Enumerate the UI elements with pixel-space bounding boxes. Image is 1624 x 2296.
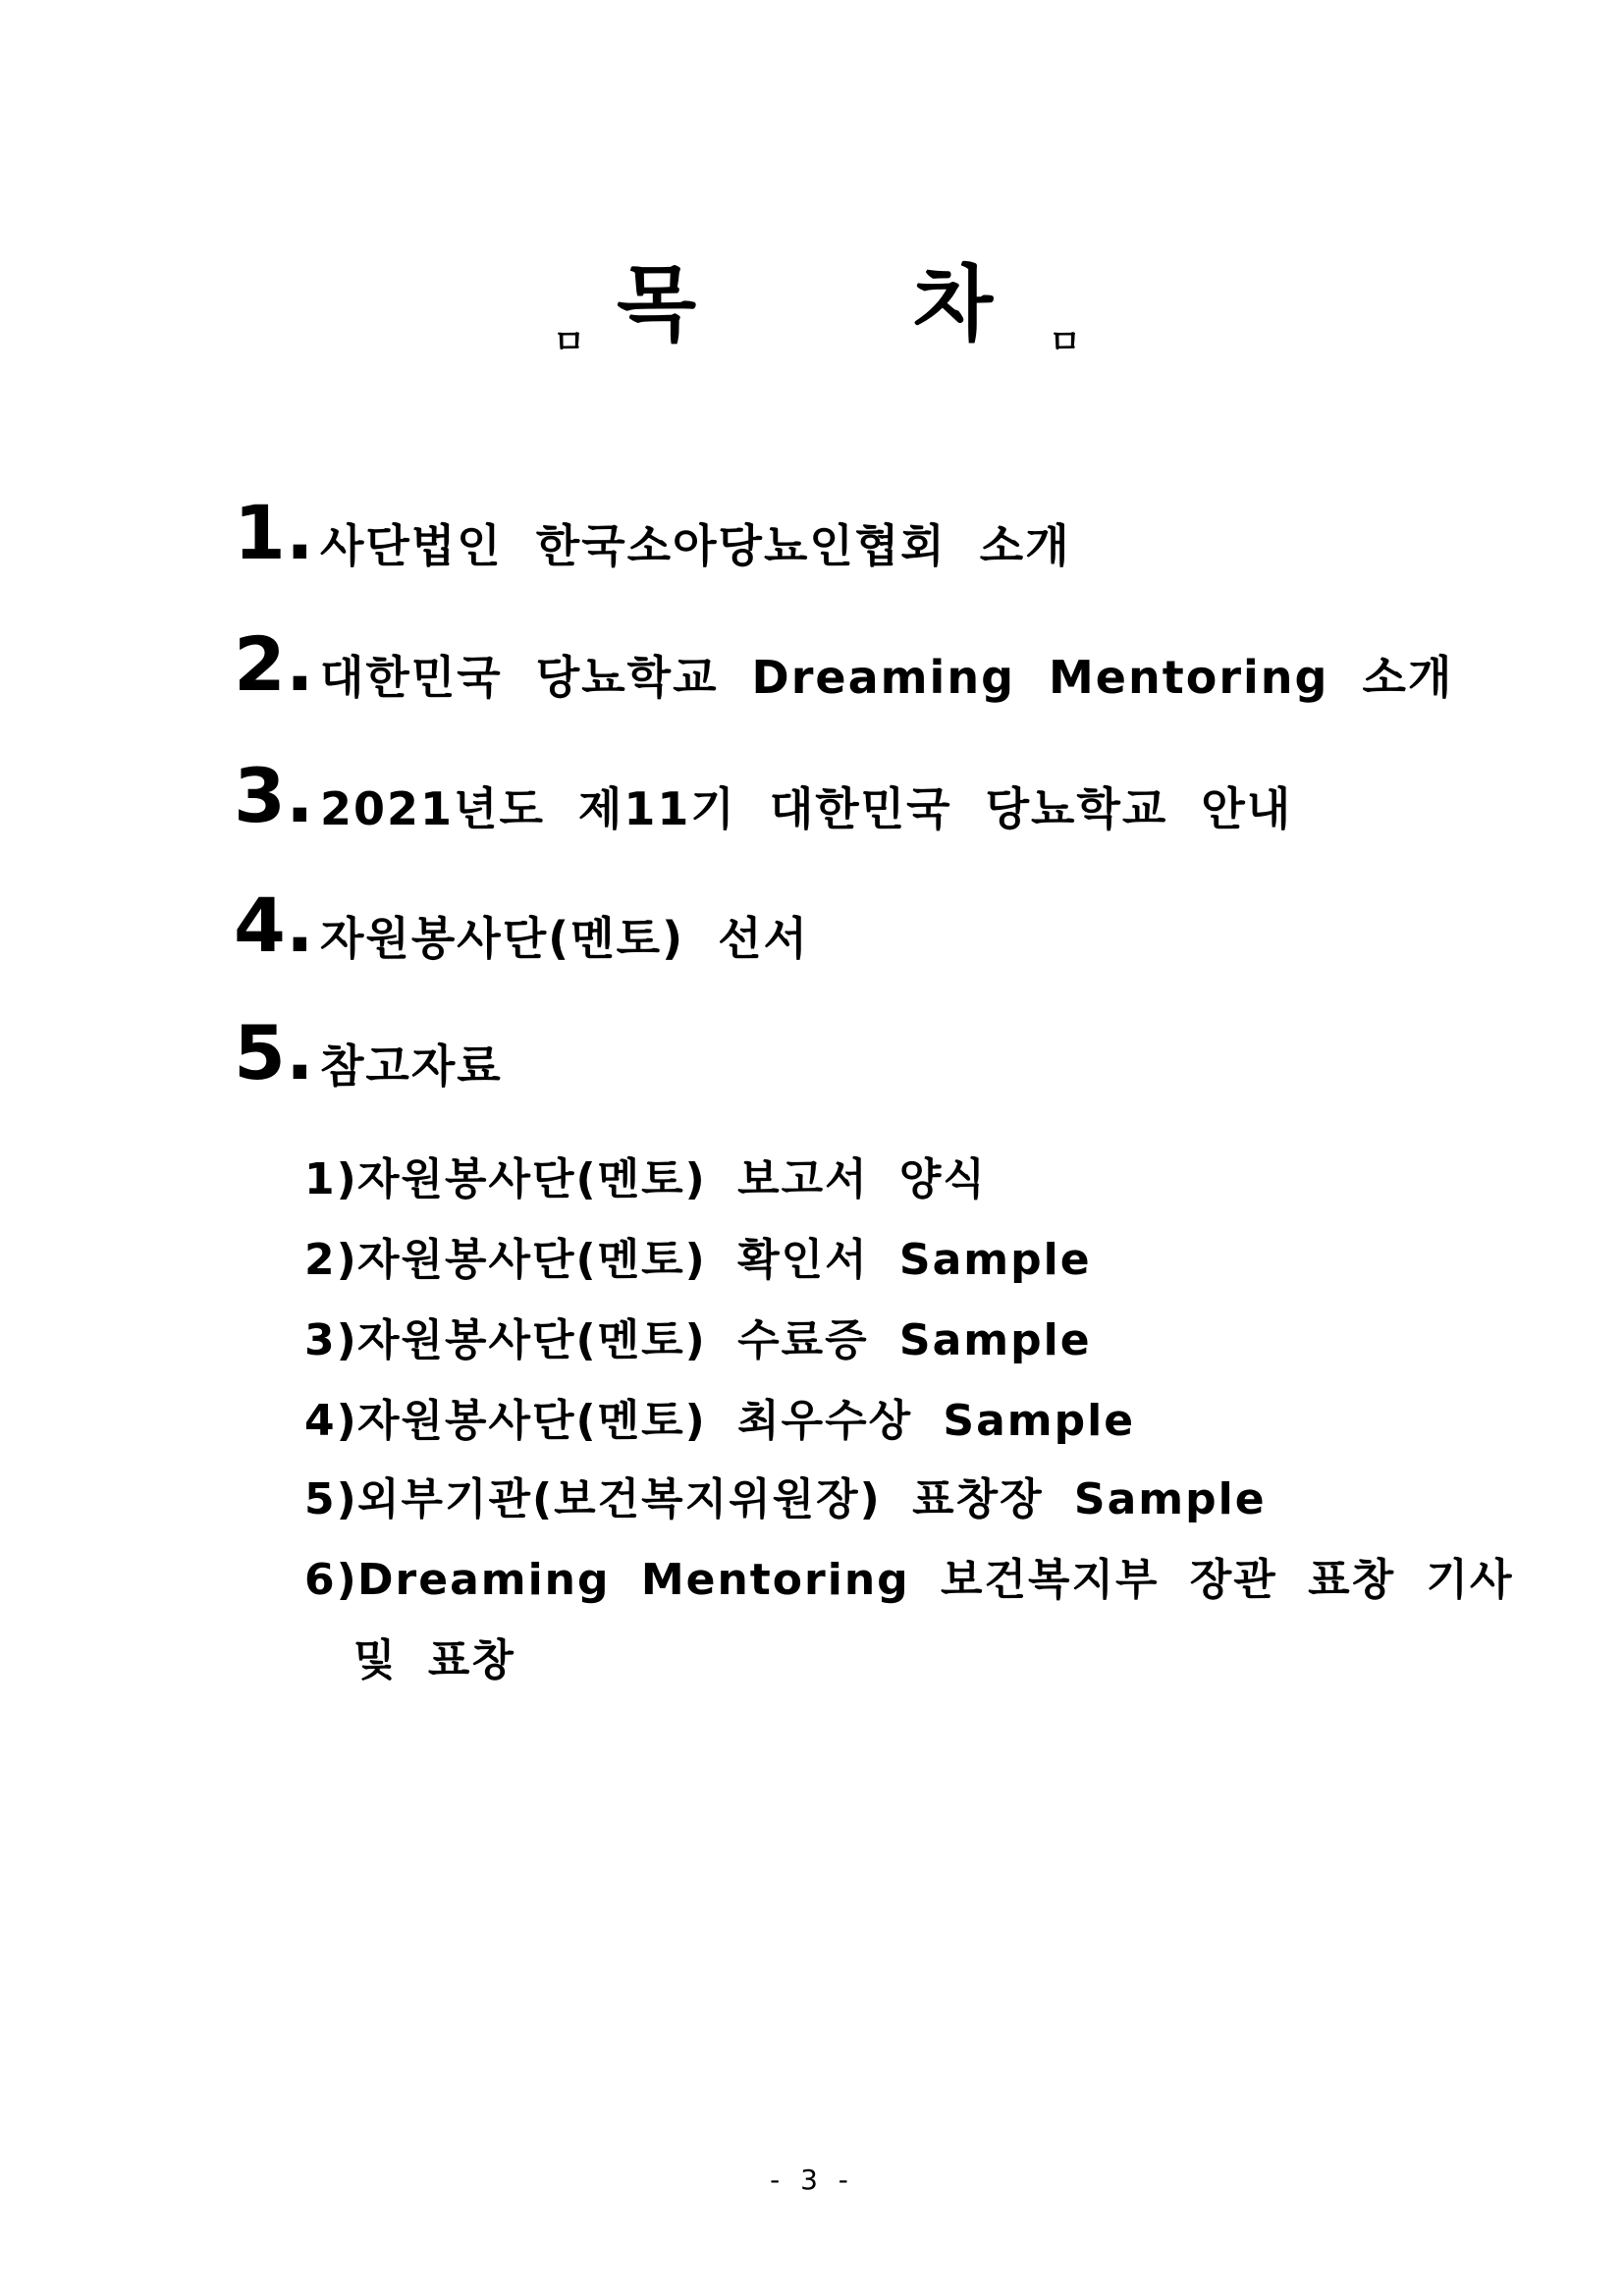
title-word-mok: 목: [617, 256, 697, 352]
toc-item-label: 대한민국 당뇨학교 Dreaming Mentoring 소개: [320, 651, 1454, 704]
reference-item-label: 자원봉사단(멘토) 확인서 Sample: [357, 1235, 1092, 1285]
toc-item-number: 2.: [234, 620, 314, 708]
toc-item-label: 참고자료: [320, 1040, 503, 1093]
reference-item-number: 1): [304, 1154, 358, 1204]
toc-item-label: 2021년도 제11기 대한민국 당뇨학교 안내: [320, 782, 1293, 835]
page-number: - 3 -: [770, 2163, 854, 2196]
reference-item-label: 자원봉사단(멘토) 최우수상 Sample: [357, 1396, 1136, 1446]
title-left-square-marker: ㅁ: [553, 323, 585, 362]
toc-item-number: 5.: [234, 1009, 314, 1096]
title-word-cha: 차: [913, 256, 994, 352]
reference-item-3: [304, 1315, 1092, 1365]
reference-item-label: 자원봉사단(멘토) 보고서 양식: [357, 1154, 987, 1204]
toc-item-label: 자원봉사단(멘토) 선서: [320, 912, 809, 965]
reference-item-label: 외부기관(보건복지위원장) 표창장 Sample: [357, 1474, 1267, 1524]
reference-item-number: 4): [304, 1396, 358, 1446]
reference-item-label: 자원봉사단(멘토) 수료증 Sample: [357, 1315, 1092, 1365]
reference-item-number: 3): [304, 1315, 358, 1365]
title-right-square-marker: ㅁ: [1049, 323, 1081, 362]
reference-item-6-continuation: 및 표창: [353, 1635, 515, 1685]
toc-item-number: 4.: [234, 881, 314, 969]
reference-item-5: [304, 1474, 1267, 1524]
reference-item-6: [304, 1555, 1514, 1605]
reference-item-2: [304, 1235, 1092, 1285]
toc-item-number: 1.: [234, 489, 314, 576]
document-title: [0, 256, 1624, 371]
reference-item-1: [304, 1154, 987, 1204]
reference-item-4: [304, 1396, 1136, 1446]
reference-item-number: 6): [304, 1555, 358, 1605]
toc-item-label: 사단법인 한국소아당뇨인협회 소개: [320, 519, 1071, 572]
reference-item-label: Dreaming Mentoring 보건복지부 장관 표창 기사: [357, 1555, 1514, 1605]
reference-item-number: 5): [304, 1474, 358, 1524]
toc-item-number: 3.: [234, 752, 314, 839]
reference-item-number: 2): [304, 1235, 358, 1285]
